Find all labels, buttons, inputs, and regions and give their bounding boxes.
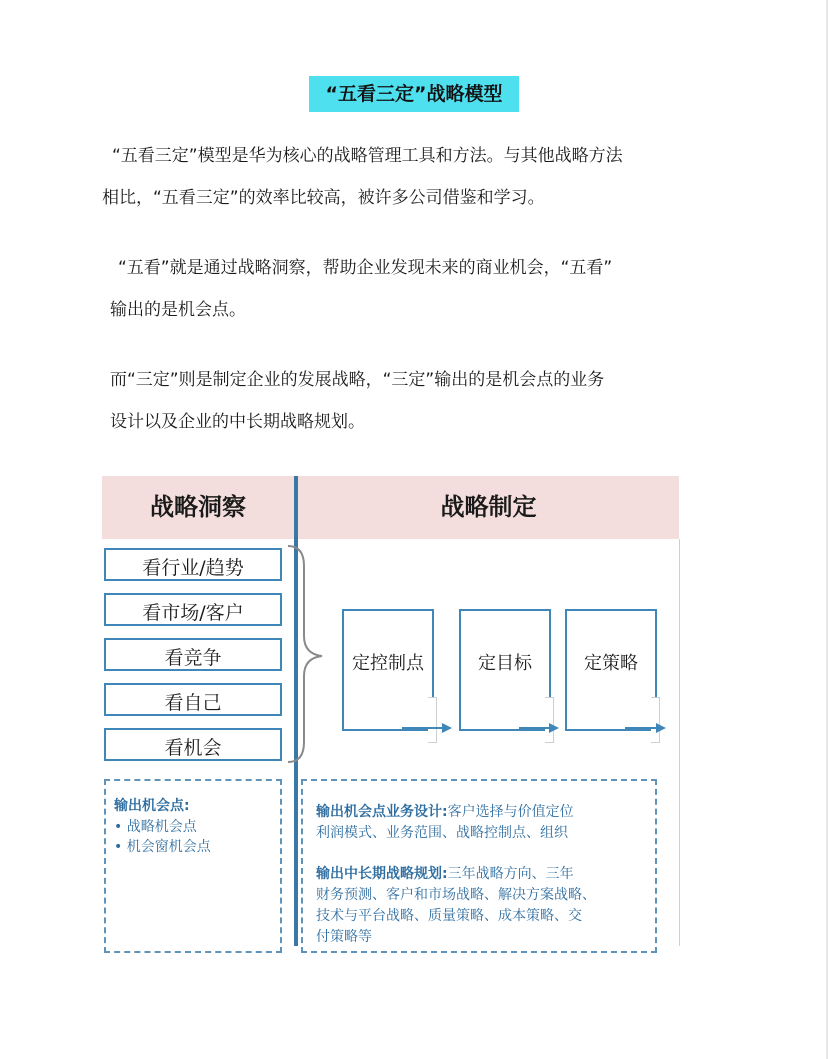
look-competition: 看竞争 — [104, 638, 282, 671]
strategy-insight-header: 战略洞察 — [150, 493, 246, 521]
strategy-formulation-header: 战略制定 — [440, 493, 537, 521]
arrow-right-icon — [402, 723, 452, 733]
page-title: “五看三定”战略模型 — [309, 76, 519, 112]
design-label: 输出机会点业务设计: — [316, 804, 448, 820]
plan-text-2: 财务预测、客户和市场战略、解决方案战略、 — [316, 887, 596, 903]
look-market-customer: 看市场/客户 — [104, 593, 282, 626]
three-defines-line-1: 而“三定”则是制定企业的发展战略，“三定”输出的是机会点的业务 — [110, 370, 605, 390]
three-defines-line-2: 设计以及企业的中长期战略规划。 — [110, 412, 365, 432]
plan-text-3: 技术与平台战略、质量策略、成本策略、交 — [316, 908, 582, 924]
plan-label: 输出中长期战略规划: — [316, 866, 448, 882]
arrow-right-icon — [625, 723, 666, 733]
five-looks-line-2: 输出的是机会点。 — [110, 300, 246, 320]
design-line-1 — [316, 801, 574, 821]
design-text-2: 利润模式、业务范围、战略控制点、组织 — [316, 825, 568, 841]
look-industry-trend: 看行业/趋势 — [104, 548, 282, 581]
plan-text-1: 三年战略方向、三年 — [447, 866, 574, 882]
intro-line-2: 相比，“五看三定”的效率比较高，被许多公司借鉴和学习。 — [102, 188, 545, 208]
plan-line-1 — [316, 863, 574, 883]
business-design-output-box — [301, 779, 657, 953]
opportunity-output-box — [104, 779, 282, 953]
plan-text-4: 付策略等 — [316, 929, 372, 945]
arrow-right-icon — [519, 723, 559, 733]
define-control-point-label: 定控制点 — [352, 653, 424, 674]
design-text-1: 客户选择与价值定位 — [447, 804, 574, 820]
opportunity-output-title: 输出机会点: — [114, 798, 190, 814]
define-strategy-label: 定策略 — [584, 653, 638, 674]
look-opportunity: 看机会 — [104, 728, 282, 761]
list-item: • 机会窗机会点 — [114, 839, 211, 855]
five-looks-line-1: “五看”就是通过战略洞察，帮助企业发现未来的商业机会，“五看” — [118, 258, 613, 278]
flow-arrows — [102, 476, 682, 776]
intro-line-1: “五看三定”模型是华为核心的战略管理工具和方法。与其他战略方法 — [112, 146, 623, 166]
define-target-label: 定目标 — [478, 653, 532, 674]
look-self: 看自己 — [104, 683, 282, 716]
strategy-model-diagram — [102, 476, 682, 956]
list-item: • 战略机会点 — [114, 819, 197, 835]
